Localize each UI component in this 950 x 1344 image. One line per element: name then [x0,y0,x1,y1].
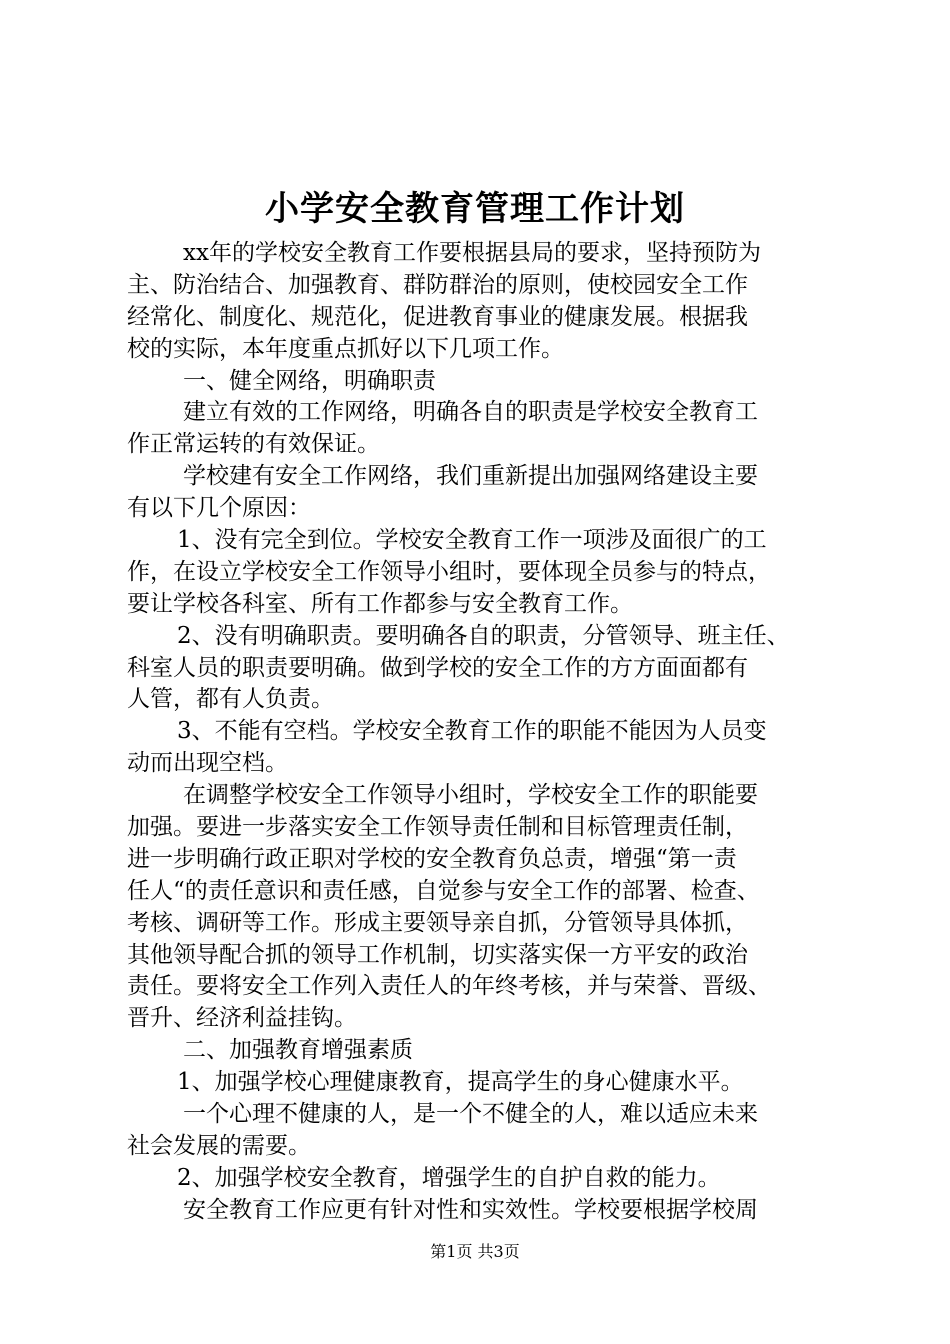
text-line: 进一步明确行政正职对学校的安全教育负总责，增强“第一责 [127,845,737,872]
text-line: 任人“的责任意识和责任感，自觉参与安全工作的部署、检查、 [127,877,760,904]
text-line: 有以下几个原因： [127,495,311,522]
text-line: 经常化、制度化、规范化，促进教育事业的健康发展。根据我 [127,303,748,330]
text-line: 2、加强学校安全教育，增强学生的自护自救的能力。 [177,1164,721,1191]
text-line: 责任。要将安全工作列入责任人的年终考核，并与荣誉、晋级、 [127,973,771,1000]
text-line: 在调整学校安全工作领导小组时，学校安全工作的职能要 [183,782,758,809]
text-line: 科室人员的职责要明确。做到学校的安全工作的方方面面都有 [127,654,748,681]
text-line: 考核、调研等工作。形成主要领导亲自抓，分管领导具体抓， [127,909,748,936]
text-line: 安全教育工作应更有针对性和实效性。学校要根据学校周 [183,1196,758,1223]
text-line: 作，在设立学校安全工作领导小组时，要体现全员参与的特点， [127,558,771,585]
text-line: xx年的学校安全教育工作要根据县局的要求，坚持预防为 [183,240,761,266]
text-line: 动而出现空档。 [127,750,288,777]
text-line: 校的实际，本年度重点抓好以下几项工作。 [127,335,564,362]
text-line: 3、不能有空档。学校安全教育工作的职能不能因为人员变 [177,718,767,745]
text-line: 晋升、经济利益挂钩。 [127,1005,357,1032]
text-line: 人管，都有人负责。 [127,686,334,713]
text-line: 一个心理不健康的人，是一个不健全的人，难以适应未来 [183,1101,758,1128]
text-line: 其他领导配合抓的领导工作机制，切实落实保一方平安的政治 [127,941,748,968]
text-line: 加强。要进一步落实安全工作领导责任制和目标管理责任制， [127,814,748,841]
page-footer: 第1页 共3页 [430,1242,520,1261]
text-line: 要让学校各科室、所有工作都参与安全教育工作。 [127,590,633,617]
text-line: 主、防治结合、加强教育、群防群治的原则，使校园安全工作 [127,271,748,298]
text-line: 1、加强学校心理健康教育，提高学生的身心健康水平。 [177,1069,744,1096]
text-line: 学校建有安全工作网络，我们重新提出加强网络建设主要 [183,463,758,490]
text-line: 作正常运转的有效保证。 [127,431,380,458]
text-line: 社会发展的需要。 [127,1132,311,1159]
document-body [127,238,832,1227]
text-line: 二、加强教育增强素质 [183,1037,413,1064]
text-line: 1、没有完全到位。学校安全教育工作一项涉及面很广的工 [177,527,767,554]
text-line: 建立有效的工作网络，明确各自的职责是学校安全教育工 [183,399,758,426]
text-line: 一、健全网络，明确职责 [183,367,436,394]
text-line: 2、没有明确职责。要明确各自的职责，分管领导、班主任、 [177,622,790,649]
page-title: 小学安全教育管理工作计划 [265,189,685,229]
